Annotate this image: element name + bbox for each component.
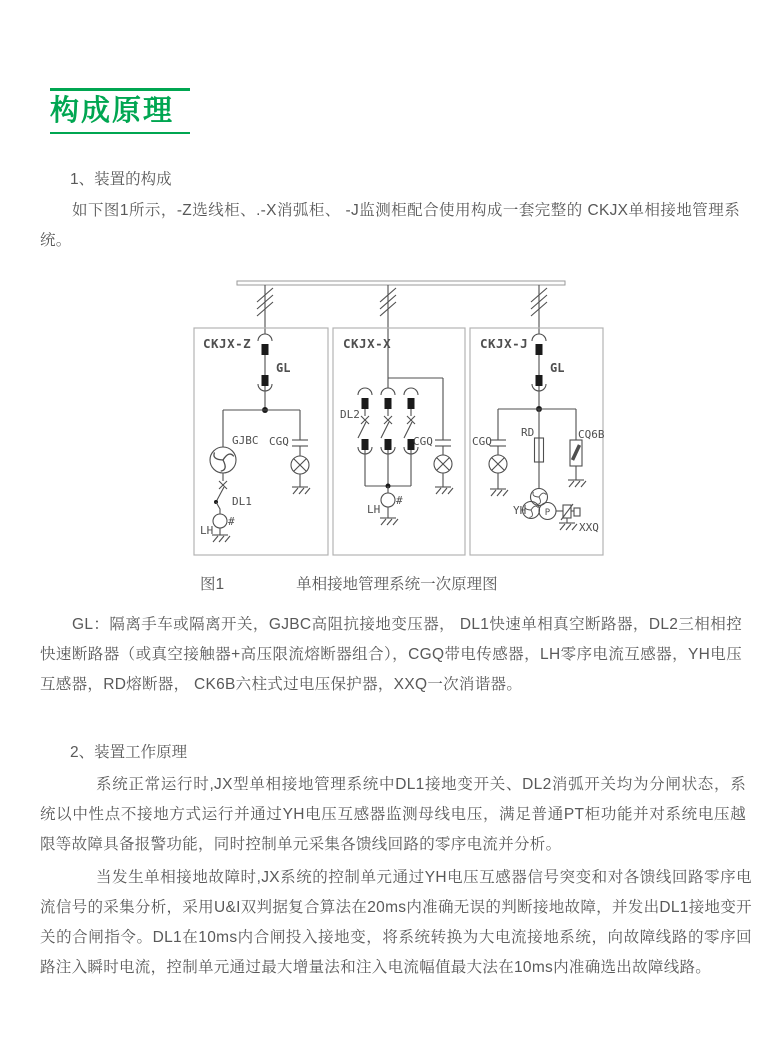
ground-icon — [559, 523, 577, 530]
isolator-gl-icon — [258, 334, 272, 410]
isolator-gl-icon — [532, 334, 546, 409]
label-dl1: DL1 — [232, 495, 252, 508]
ground-icon — [292, 487, 310, 494]
cabinet-left-outline — [194, 328, 328, 555]
ct-lh-icon — [381, 493, 395, 507]
ground-icon — [490, 489, 508, 496]
label-gl: GL — [276, 361, 291, 375]
section2-paragraph2: 当发生单相接地故障时,JX系统的控制单元通过YH电压互感器信号突变和对各馈线回路零序电流信号的采集分析，采用U&I双判据复合算法在20ms内准确无误的判断接地故障，并发出DL1接地变开关的合闸指令。DL1在10ms内合闸投入接地变，将系统转换为大电流接地系统，向故障线路的零序回路注入瞬时电流，控制单元通过最大增量法和注入电流幅值最大法在10ms内准确选出故障线路。 — [40, 869, 752, 976]
vt-yh-icon — [523, 489, 557, 520]
chapter-title-block — [50, 88, 190, 134]
label-p: P — [544, 508, 551, 518]
cabinet-right-name: CKJX-J — [480, 336, 529, 351]
cabinet-left-name: CKJX-Z — [203, 336, 252, 351]
section1-paragraph: 如下图1所示，-Z选线柜、.-X消弧柜、 -J监测柜配合使用构成一套完整的 CKJX单相接地管理系统。 — [40, 202, 740, 249]
ground-icon — [568, 480, 586, 487]
eliminator-xxq-icon — [556, 504, 580, 523]
section2-heading: 2、装置工作原理 — [70, 744, 188, 761]
figure-diagram — [160, 268, 620, 564]
label-cgq: CGQ — [269, 435, 289, 448]
label-lh: LH — [367, 503, 381, 516]
label-cq6b: CQ6B — [578, 428, 605, 441]
cabinet-middle — [340, 336, 453, 525]
label-yh: YH — [513, 504, 527, 517]
label-lh-mark: # — [228, 515, 235, 528]
bus-bar — [237, 281, 565, 285]
section2-paragraph1: 系统正常运行时,JX型单相接地管理系统中DL1接地变开关、DL2消弧开关均为分闸状态，系统以中性点不接地方式运行并通过YH电压互感器监测母线电压，满足普通PT柜功能并对系统电压越限等故障具备报警功能，同时控制单元采集各馈线回路的零序电流并分析。 — [40, 776, 746, 853]
ct-lh-icon — [213, 514, 227, 528]
label-lh-mark: # — [396, 494, 403, 507]
sensor-cgq-icon — [291, 440, 309, 487]
cabinet-left — [200, 334, 310, 542]
label-gjbc: GJBC — [232, 434, 259, 447]
ground-icon — [212, 535, 230, 542]
legend-paragraph: GL：隔离手车或隔离开关，GJBC高阻抗接地变压器， DL1快速单相真空断路器，DL2三相相控快速断路器（或真空接触器+高压限流熔断器组合），CGQ带电传感器，LH零序电流互感器，YH电压互感器，RD熔断器， CK6B六柱式过电压保护器，XXQ一次消谐器。 — [40, 616, 742, 693]
label-lh: LH — [200, 524, 214, 537]
ground-icon — [435, 487, 453, 494]
breaker-dl2-icon — [358, 388, 418, 486]
switch-dl1-icon — [216, 481, 227, 502]
figure-caption-text: 单相接地管理系统一次原理图 — [296, 576, 498, 593]
arrester-cq6b-icon — [570, 440, 582, 480]
label-cgq: CGQ — [413, 435, 433, 448]
cabinet-middle-outline — [333, 328, 465, 555]
label-dl2: DL2 — [340, 408, 360, 421]
sensor-cgq-icon — [434, 440, 452, 487]
ground-icon — [380, 518, 398, 525]
figure-caption-label: 图1 — [200, 576, 225, 593]
figure-caption — [200, 572, 498, 594]
cabinet-middle-name: CKJX-X — [343, 336, 392, 351]
winding-fan-icon — [212, 451, 233, 473]
label-cgq: CGQ — [472, 435, 492, 448]
label-rd: RD — [521, 426, 535, 439]
cabinet-right — [472, 334, 605, 534]
label-gl: GL — [550, 361, 565, 375]
label-xxq: XXQ — [579, 521, 599, 534]
section1-heading: 1、装置的构成 — [70, 171, 172, 188]
cable-hash-icon — [257, 288, 547, 316]
page-title: 构成原理 — [50, 95, 175, 127]
